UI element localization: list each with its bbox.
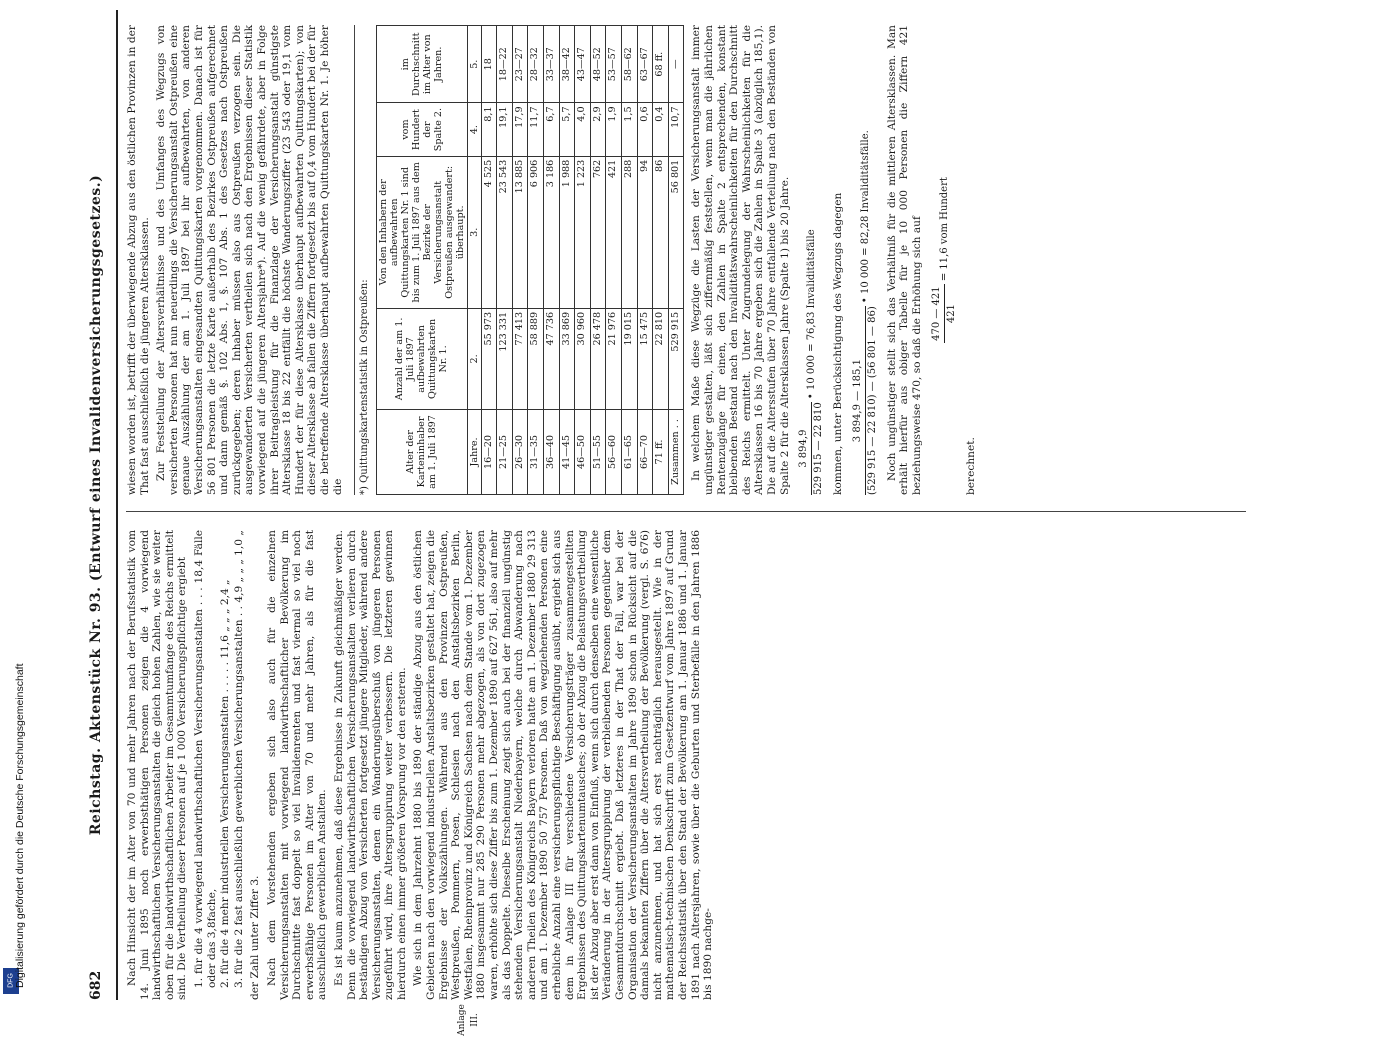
rotated-page <box>80 10 1280 1036</box>
column-header: vom Hundert der Spalte 2. <box>376 103 467 156</box>
table-cell: 19,1 <box>497 103 513 156</box>
table-cell: 1 988 <box>559 156 575 308</box>
table-cell: 123 331 <box>497 308 513 409</box>
table-cell: 30 960 <box>575 308 591 409</box>
table-cell: 46—50 <box>575 409 591 494</box>
table-cell: 421 <box>606 156 622 308</box>
denominator: (529 915 — 22 810) — (56 801 — 86) <box>866 306 878 495</box>
column-subheader: 2. <box>467 308 481 409</box>
list-item: 2. für die 4 mehr industriellen Versicherungsanstalten . . . . . 11,6 „ „ „ 2,4 „ <box>219 579 232 988</box>
table-cell: 58 889 <box>528 308 544 409</box>
table-cell: 0,4 <box>653 103 669 156</box>
right-column <box>126 25 981 495</box>
table-cell: 31—35 <box>528 409 544 494</box>
table-row <box>606 26 622 495</box>
column-divider <box>126 511 1246 512</box>
paragraph: berechnet. <box>964 437 977 495</box>
table-cell: 66—70 <box>637 409 653 494</box>
table-row <box>590 26 606 495</box>
table-cell: 56—60 <box>606 409 622 494</box>
table-cell: 13 885 <box>512 156 528 308</box>
paragraph: Noch ungünstiger stellt sich das Verhältniß für die mittleren Altersklassen. Man erhält hierfür aus obiger Tabelle für je 10 000 Personen die Ziffern 421 beziehungsweise 470, so daß die Erhöhung sich auf <box>885 25 923 495</box>
list-item: 1. für die 4 vorwiegend landwirthschaftlichen Versicherungsanstalten . . . 18,4 Fälle oder das 3,8fache, <box>192 530 218 988</box>
table-row <box>653 26 669 495</box>
paragraph: Nach dem Vorstehenden ergeben sich also auch für die einzelnen Versicherungsanstalten mit vorwiegend landwirthschaftlicher Bevölkerung im Durchschnitte fast doppelt so viel Invalidenrenten und fast viermal so viel noch erwerbsfähige Personen im Alter von 70 und mehr Jahren, als für die fast ausschließlich gewerblichen Anstalten. <box>265 530 329 1000</box>
paragraph: Nach Hinsicht der im Alter von 70 und mehr Jahren nach der Berufsstatistik vom 14. Juni 1895 noch erwerbsthätigen Personen zeigen die 4 vorwiegend landwirthschaftlichen Versicherungsanstalten die gleich hohen Zahlen, wie sie weiter oben für die landwirthschaftlichen Arbeiter im Gesammtumfange des Reichs ermittelt sind. Die Vertheilung dieser Personen auf je 1 000 Versicherungspflichtige ergiebt <box>126 530 189 1000</box>
table-cell: 53—57 <box>606 26 622 103</box>
formula-result: = 11,6 vom Hundert <box>938 177 950 282</box>
total-cell: 529 915 <box>668 308 684 409</box>
page-number: 682 <box>88 970 104 1000</box>
page-header <box>88 10 116 1000</box>
paragraph: Wie sich in dem Jahrzehnt 1880 bis 1890 der ständige Abzug aus den östlichen Gebieten nach den vorwiegend industriellen Anstaltsbezirken gestaltet hat, zeigen die Ergebnisse der Volkszählungen. Während aus den Provinzen Ostpreußen, Westpreußen, Pommern, Posen, Schlesien nach den Anstaltsbezirken Berlin, Westfalen, Rheinprovinz und Königreich Sachsen nach dem Stande vom 1. Dezember 1880 insgesammt nur 285 290 Personen mehr abgezogen, als von dort zugezogen waren, erhöhte sich diese Ziffer bis zum 1. Dezember 1890 auf 627 561, also auf mehr als das Doppelte. Dieselbe Erscheinung zeigt sich auch bei der finanziell ungünstig stehenden Versicherungsanstalt Niederbayern, welche durch Abwanderung nach anderen Theilen des Königreichs Bayern verloren hatte am 1. Dezember 1880 29 313 und am 1. Dezember 1890 50 757 Personen. Daß von wegziehenden Personen eine erhebliche Anzahl eine versicherungspflichtige Beschäftigung ausübt, ergiebt sich aus dem in Anlage III für verschiedene Versicherungsträger zusammengestellten Ergebnissen des Quittungskartenumtausches; ob der Abzug die Belastungsvertheilung ist der Abzug aber erst dann von Einfluß, wenn sich durch denselben eine wesentliche Veränderung in der Altersgruppirung der verbleibenden Personen gegenüber dem Gesammtdurchschnitt ergiebt. Daß letzteres in der That der Fall, war bei der Organisation der Versicherungsanstalten im Jahre 1890 schon in Rücksicht auf die damals bekannten Ziffern über die Altersvertheilung der Bevölkerung (vergl. S. 676) nicht anzunehmen, und hat sich erst nachträglich herausgestellt. Wie in der mathematisch-technischen Denkschrift zum Gesetzentwurf vom Jahre 1897 auf Grund der Reichsstatistik über den Stand der Bevölkerung am 1. Januar 1886 und 1. Januar 1891 nach Altersjahren, sowie über die Geburten und Sterbefälle in den Jahren 1886 bis 1890 nachge- <box>412 530 715 1000</box>
formula-2 <box>851 25 880 495</box>
table-cell: 48—52 <box>590 26 606 103</box>
table-cell: 94 <box>637 156 653 308</box>
fraction <box>797 402 826 495</box>
denominator: 421 <box>945 304 957 324</box>
table-cell: 63—67 <box>637 26 653 103</box>
table-total-row <box>668 26 684 495</box>
column-header: Anzahl der am 1. Juli 1897 aufbewahrten Quittungskarten Nr. 1. <box>376 308 467 409</box>
table-header-row <box>376 26 467 495</box>
column-subheader: 3. <box>467 156 481 308</box>
table-cell: 26 478 <box>590 308 606 409</box>
table-cell: 15 475 <box>637 308 653 409</box>
left-column <box>126 530 719 1036</box>
table-cell: 23—27 <box>512 26 528 103</box>
table-cell: 18—22 <box>497 26 513 103</box>
digitization-credit: Digitalisierung gefördert durch die Deutsche Forschungsgemeinschaft <box>14 663 26 988</box>
table-cell: 4 525 <box>481 156 497 308</box>
table-cell: 86 <box>653 156 669 308</box>
table-cell: 21 976 <box>606 308 622 409</box>
table-cell: 5,7 <box>559 103 575 156</box>
table-cell: 33 869 <box>559 308 575 409</box>
table-cell: 11,7 <box>528 103 544 156</box>
formula-result: • 10 000 = 76,83 Invaliditätsfälle <box>806 229 818 400</box>
total-cell: 10,7 <box>668 103 684 156</box>
denominator: 529 915 — 22 810 <box>813 402 825 495</box>
paragraph: Es ist kaum anzunehmen, daß diese Ergebnisse in Zukunft gleichmäßiger werden. Denn die vorwiegend landwirthschaftlichen Versicherungsanstalten verlieren durch beständigen Abzug von Versicherten fortgesetzt jüngere Mitglieder, während andere Versicherungsanstalten, denen ein Wanderungsüberschuß von jüngeren Personen zugeführt wird, ihre Altersgruppirung weiter verbessern. Die letzteren gewinnen hierdurch einen immer größeren Vorsprung vor den ersteren. <box>332 530 408 1000</box>
table-cell: 6,7 <box>544 103 560 156</box>
paragraph: kommen, unter Berücksichtigung des Wegzugs dagegen <box>832 192 845 495</box>
table-cell: 1,9 <box>606 103 622 156</box>
table-cell: 16—20 <box>481 409 497 494</box>
table-cell: 21—25 <box>497 409 513 494</box>
fraction <box>930 284 959 343</box>
paragraph: der Zahl unter Ziffer 3. <box>249 875 262 1000</box>
quittungskarten-table <box>376 25 685 495</box>
table-cell: 3 186 <box>544 156 560 308</box>
table-cell: 36—40 <box>544 409 560 494</box>
table-cell: 41—45 <box>559 409 575 494</box>
table-cell: 18 <box>481 26 497 103</box>
table-cell: 55 973 <box>481 308 497 409</box>
table-subheader-row <box>467 26 481 495</box>
list-item: 3. für die 2 fast ausschließlich gewerblichen Versicherungsanstalten . . 4,9 „ „ „ 1,0 „ <box>232 530 245 988</box>
table-row <box>559 26 575 495</box>
table-row <box>528 26 544 495</box>
numerator: 3 894,9 — 185,1 <box>851 306 866 495</box>
table-cell: 38—42 <box>559 26 575 103</box>
table-row <box>637 26 653 495</box>
table-row <box>575 26 591 495</box>
header-rule <box>116 10 118 1000</box>
table-cell: 71 ff. <box>653 409 669 494</box>
formula-result: • 10 000 = 82,28 Invaliditätsfälle. <box>859 130 871 304</box>
table-body <box>481 26 668 495</box>
table-cell: 23 543 <box>497 156 513 308</box>
numerator: 470 — 421 <box>930 284 945 343</box>
table-cell: 1,5 <box>622 103 638 156</box>
table-row <box>622 26 638 495</box>
table-cell: 19 015 <box>622 308 638 409</box>
table-row <box>481 26 497 495</box>
paragraph: In welchem Maße diese Wegzüge die Lasten der Versicherungsanstalt immer ungünstiger gestalten, läßt sich ziffernmäßig feststellen, wenn man die jährlichen Rentenzugänge für einen, den Zahlen in Spalte 2 entsprechenden, konstant bleibenden Bestand nach den Invaliditätswahrscheinlichkeiten für den Durchschnitt des Reichs ermittelt. Unter Zugrundelegung der Wahrscheinlichkeiten für die Altersklassen 16 bis 70 Jahre ergeben sich die Zahlen in Spalte 3 (abzüglich 185,1). Die auf die Altersstufen über 70 Jahre entfallende Verteilung nach den Beständen von Spalte 2 für die Altersklassen Jahre (Spalte 1) bis 20 Jahre. <box>690 25 791 495</box>
table-row <box>544 26 560 495</box>
ratio-list <box>193 530 245 988</box>
table-cell: 26—30 <box>512 409 528 494</box>
table-cell: 47 736 <box>544 308 560 409</box>
table-cell: 68 ff. <box>653 26 669 103</box>
paragraph: Zur Feststellung der Altersverhältnisse und des Umfanges des Wegzugs von versicherten Personen hat nun neuerdings die Versicherungsanstalt Ostpreußen eine genaue Auszählung der am 1. Juli 1897 bei ihr aufbewahrten, von anderen Versicherungsanstalten eingesandten Quittungskarten vorgenommen. Danach ist für 56 801 Personen die letzte Karte außerhalb des Bezirkes Ostpreußen aufgerechnet und dann gemäß §. 102 Abs. 1, §. 107 Abs. 1 des Gesetzes nach Ostpreußen zurückgegeben; deren Inhaber müssen also aus Ostpreußen verzogen sein. Die ausgewanderten Versicherten vertheilen sich nach den Ergebnissen dieser Statistik vorwiegend auf die jüngeren Altersjahre*). Auf die wenig gefährdete, aber in Folge ihrer Beitragsleistung für die Finanzlage der Versicherungsanstalt günstigste Altersklasse 18 bis 22 entfällt die höchste Wanderungsziffer (23 543 oder 19,1 vom Hundert der für diese Altersklasse überhaupt aufbewahrten Quittungskarten); von dieser Altersklasse ab fallen die Ziffern fortgesetzt bis auf 0,4 vom Hundert bei der für die betreffende Altersklasse überhaupt aufbewahrten Quittungskarten Nr. 1. Je höher die <box>155 25 344 495</box>
total-cell: 56 801 <box>668 156 684 308</box>
total-label: Zusammen . . <box>668 409 684 494</box>
table-cell: 4,0 <box>575 103 591 156</box>
column-header: Von den Inhabern der aufbewahrten Quittungskarten Nr. 1 sind bis zum 1. Juli 1897 aus dem Bezirke der Versicherungsanstalt Ostpreußen ausgewandert: überhaupt. <box>376 156 467 308</box>
formula-3 <box>930 25 959 495</box>
column-subheader: 4. <box>467 103 481 156</box>
table-cell: 61—65 <box>622 409 638 494</box>
table-cell: 58—62 <box>622 26 638 103</box>
table-cell: 0,6 <box>637 103 653 156</box>
table-cell: 17,9 <box>512 103 528 156</box>
table-cell: 43—47 <box>575 26 591 103</box>
table-row <box>497 26 513 495</box>
column-subheader: 5. <box>467 26 481 103</box>
column-header: Alter der Karteninhaber am 1. Juli 1897 <box>376 409 467 494</box>
numerator: 3 894,9 <box>797 402 812 495</box>
table-cell: 22 810 <box>653 308 669 409</box>
table-cell: 6 906 <box>528 156 544 308</box>
table-cell: 33—37 <box>544 26 560 103</box>
table-cell: 762 <box>590 156 606 308</box>
column-header: im Durchschnitt im Alter von Jahren. <box>376 26 467 103</box>
paragraph: wiesen worden ist, betrifft der überwiegende Abzug aus den östlichen Provinzen in der That fast ausschließlich die jüngeren Altersklassen. <box>126 25 151 495</box>
table-cell: 288 <box>622 156 638 308</box>
dfg-logo: DFG <box>3 968 19 994</box>
table-cell: 2,9 <box>590 103 606 156</box>
footnote-title: *) Quittungskartenstatistik in Ostpreußen: <box>354 25 372 495</box>
credit-strip <box>0 0 28 1000</box>
margin-note: Anlage III. <box>457 1004 480 1036</box>
total-cell: — <box>668 26 684 103</box>
column-subheader: Jahre. <box>467 409 481 494</box>
page-title: Reichstag. Aktenstück Nr. 93. (Entwurf eines Invalidenversicherungsgesetzes.) <box>88 174 104 836</box>
table-cell: 51—55 <box>590 409 606 494</box>
fraction <box>851 306 880 495</box>
table-cell: 1 223 <box>575 156 591 308</box>
table-cell: 77 413 <box>512 308 528 409</box>
table-cell: 28—32 <box>528 26 544 103</box>
formula-1 <box>797 25 826 495</box>
table-cell: 8,1 <box>481 103 497 156</box>
table-row <box>512 26 528 495</box>
